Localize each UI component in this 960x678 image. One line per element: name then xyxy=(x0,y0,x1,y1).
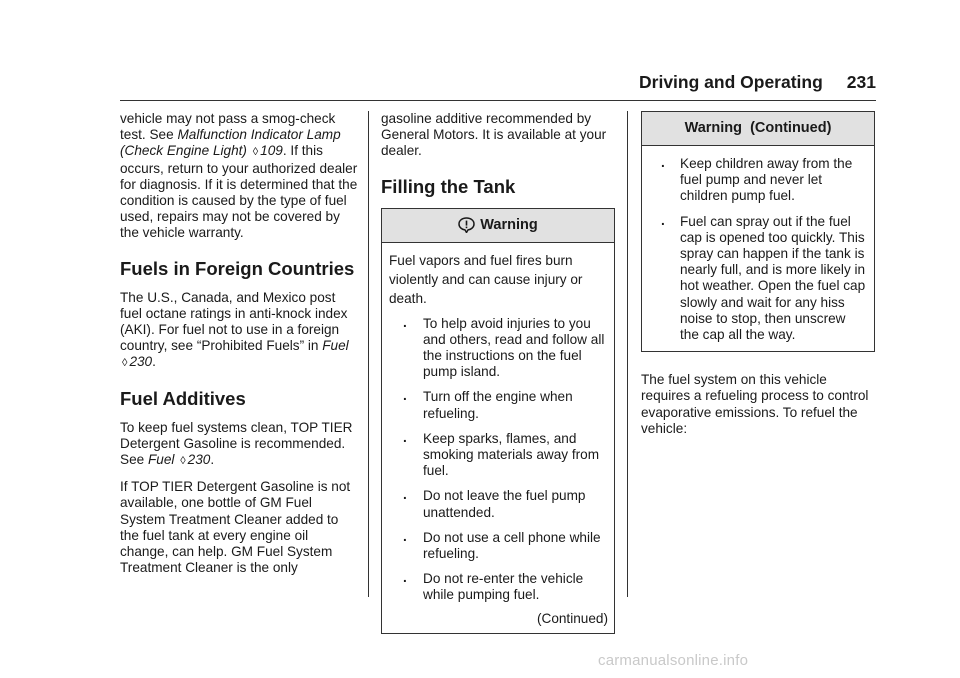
warning-header xyxy=(382,209,614,243)
list-item: . Do not use a cell phone while refueling. xyxy=(403,528,601,562)
list-item: . To help avoid injuries to you and others, read and follow all the instructions on the fuel pump island. xyxy=(403,314,605,380)
page-ref-icon: ◊ xyxy=(252,146,259,159)
warning-icon xyxy=(458,217,475,233)
column-2 xyxy=(381,111,615,634)
paragraph-top-tier: To keep fuel systems clean, TOP TIER Detergent Gasoline is recommended. See Fuel ◊ 230. xyxy=(120,420,358,470)
page-ref-icon: ◊ xyxy=(122,357,128,370)
warning-title: Warning (Continued) xyxy=(684,120,832,137)
page-ref-230[interactable]: 230 xyxy=(129,354,153,370)
heading-filling-the-tank: Filling the Tank xyxy=(381,175,516,197)
heading-fuel-additives: Fuel Additives xyxy=(120,387,246,409)
paragraph-refuel-process: The fuel system on this vehicle requires a refueling process to control evaporative emissions. To refuel the vehicle: xyxy=(641,372,869,436)
warning-list xyxy=(649,156,868,343)
link-malfunction-indicator-lamp[interactable]: Malfunction Indicator Lamp (Check Engine Light) xyxy=(120,127,341,159)
warning-intro: Fuel vapors and fuel fires burn violently and can cause injury or death. xyxy=(389,252,583,306)
column-1 xyxy=(120,111,358,586)
warning-box xyxy=(381,208,615,634)
warning-title: Warning xyxy=(480,217,538,233)
list-item: . Keep children away from the fuel pump and never let children pump fuel. xyxy=(661,155,853,204)
list-item: . Keep sparks, flames, and smoking materials away from fuel. xyxy=(403,429,600,479)
page-ref-109[interactable]: 109 xyxy=(260,143,283,159)
section-title: Driving and Operating xyxy=(639,72,823,92)
list-item: . Do not re-enter the vehicle while pumping fuel. xyxy=(403,570,584,603)
page-ref-icon: ◊ xyxy=(180,455,186,468)
warning-box-continued xyxy=(641,111,875,352)
list-item: . Fuel can spray out if the fuel cap is opened too quickly. This spray can happen if the tank is nearly full, and is more likely in hot weather. Open the fuel cap slowly and wait for any hiss noise to stop, then unscrew the cap all the way. xyxy=(661,212,866,343)
warning-list xyxy=(389,316,608,604)
paragraph-octane-ratings: The U.S., Canada, and Mexico post fuel octane ratings in anti-knock index (AKI). For fuel not to use in a foreign country, see “Prohibited Fuels” in Fuel ◊ 230. xyxy=(120,290,358,372)
continued-label: (Continued) xyxy=(536,610,608,626)
link-fuel[interactable]: Fuel xyxy=(147,452,175,468)
column-3 xyxy=(641,111,875,447)
column-divider-1 xyxy=(368,111,369,597)
warning-body xyxy=(642,146,874,351)
paragraph-smog-check: vehicle may not pass a smog-check test. See Malfunction Indicator Lamp (Check Engine Light) ◊ 109. If this occurs, return to your authorized dealer for diagnosis. If it is determined that the condition is caused by the type of fuel used, repairs may not be covered by the vehicle warranty. xyxy=(120,111,358,241)
page-ref-230[interactable]: 230 xyxy=(187,452,211,468)
list-item: . Do not leave the fuel pump unattended. xyxy=(403,487,586,520)
warning-header xyxy=(642,112,874,146)
link-fuel[interactable]: Fuel xyxy=(322,338,349,354)
page-header xyxy=(120,72,876,101)
paragraph-fuel-system-cleaner: If TOP TIER Detergent Gasoline is not available, one bottle of GM Fuel System Treatment Cleaner added to the fuel tank at every engine oil change, can help. GM Fuel System Treatment Cleaner is the only xyxy=(120,479,351,576)
list-item: . Turn off the engine when refueling. xyxy=(403,388,573,421)
page-number: 231 xyxy=(846,72,876,92)
watermark: carmanualsonline.info xyxy=(598,652,749,669)
paragraph-additive-dealer: gasoline additive recommended by General Motors. It is available at your dealer. xyxy=(381,111,607,159)
heading-fuels-in-foreign-countries: Fuels in Foreign Countries xyxy=(120,257,355,279)
column-divider-2 xyxy=(627,111,628,597)
warning-body xyxy=(382,243,614,633)
